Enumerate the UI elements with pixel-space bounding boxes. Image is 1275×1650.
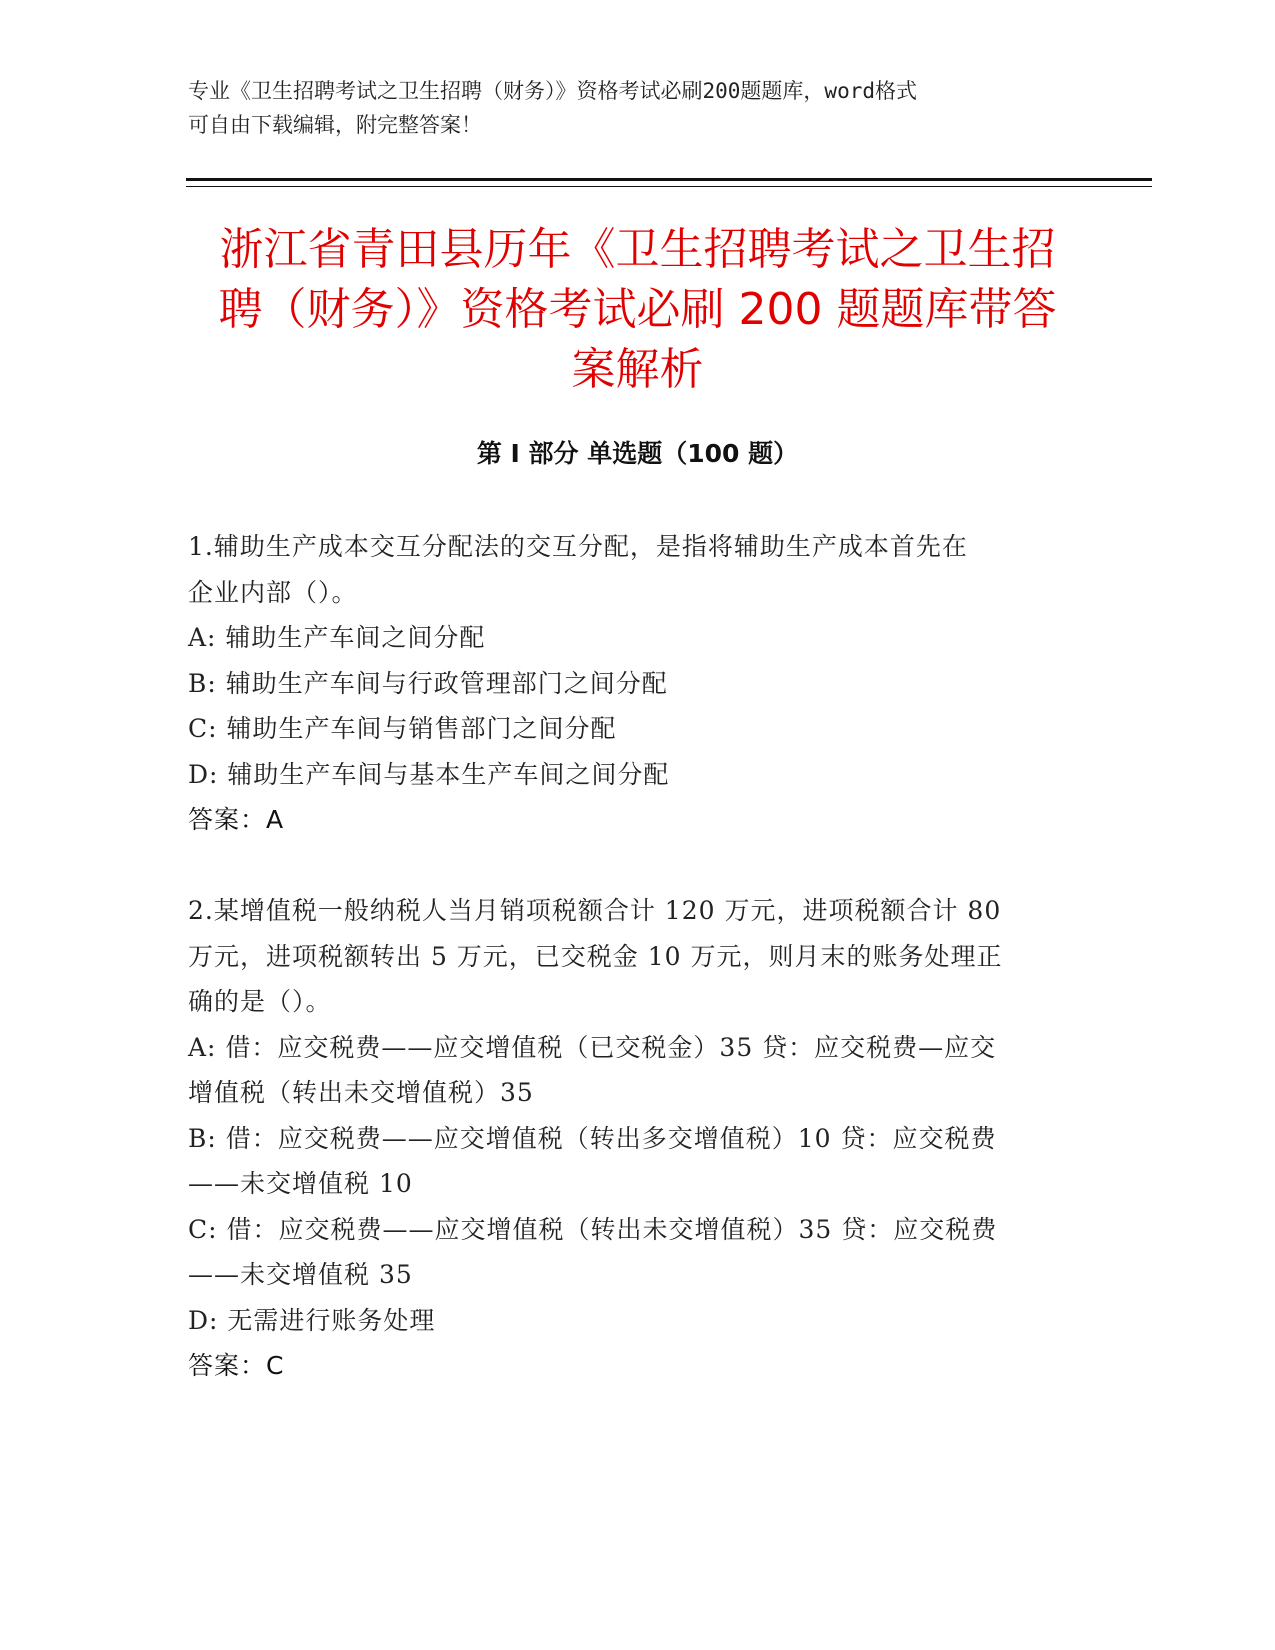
question-2-stem-line-3: 确的是（）。: [188, 987, 332, 1016]
question-2-option-a-line-1: A: 借：应交税费——应交增值税（已交税金）35 贷：应交税费—应交: [188, 1032, 997, 1062]
question-2-answer: 答案：C: [188, 1351, 285, 1380]
header-divider-thin: [186, 186, 1152, 187]
question-2-option-a-line-2: 增值税（转出未交增值税）35: [188, 1078, 534, 1107]
question-1: [188, 524, 1078, 843]
header-note-line-1: 专业《卫生招聘考试之卫生招聘（财务）》资格考试必刷200题题库，word格式: [188, 79, 917, 103]
header-note-line-2: 可自由下载编辑，附完整答案！: [188, 113, 482, 137]
document-title: [150, 220, 1125, 400]
question-2: [188, 888, 1078, 1389]
question-1-stem-line-1: 1.辅助生产成本交互分配法的交互分配，是指将辅助生产成本首先在: [188, 532, 968, 561]
question-2-option-b-line-2: ——未交增值税 10: [188, 1169, 413, 1198]
question-2-option-c-line-1: C: 借：应交税费——应交增值税（转出未交增值税）35 贷：应交税费: [188, 1214, 998, 1244]
header-divider-thick: [186, 178, 1152, 181]
question-1-option-c: C: 辅助生产车间与销售部门之间分配: [188, 714, 617, 743]
question-1-option-a: A: 辅助生产车间之间分配: [188, 623, 486, 652]
question-2-option-c-line-2: ——未交增值税 35: [188, 1260, 413, 1289]
question-1-option-b: B: 辅助生产车间与行政管理部门之间分配: [188, 668, 668, 698]
question-2-option-b-line-1: B: 借：应交税费——应交增值税（转出多交增值税）10 贷：应交税费: [188, 1123, 997, 1153]
document-title-line-1: 浙江省青田县历年《卫生招聘考试之卫生招: [219, 224, 1056, 275]
document-title-line-2: 聘（财务）》资格考试必刷 200 题题库带答: [218, 284, 1057, 335]
question-2-stem-line-1: 2.某增值税一般纳税人当月销项税额合计 120 万元，进项税额合计 80: [188, 896, 1002, 925]
document-title-line-3: 案解析: [571, 344, 704, 395]
header-note: [188, 74, 1068, 142]
question-2-option-d: D: 无需进行账务处理: [188, 1305, 436, 1335]
question-1-option-d: D: 辅助生产车间与基本生产车间之间分配: [188, 759, 670, 789]
question-1-stem-line-2: 企业内部（）。: [188, 577, 358, 607]
section-heading: 第 I 部分 单选题（100 题）: [476, 439, 799, 468]
question-1-answer: 答案：A: [188, 805, 285, 834]
question-2-stem-line-2: 万元，进项税额转出 5 万元，已交税金 10 万元，则月末的账务处理正: [188, 941, 1003, 971]
